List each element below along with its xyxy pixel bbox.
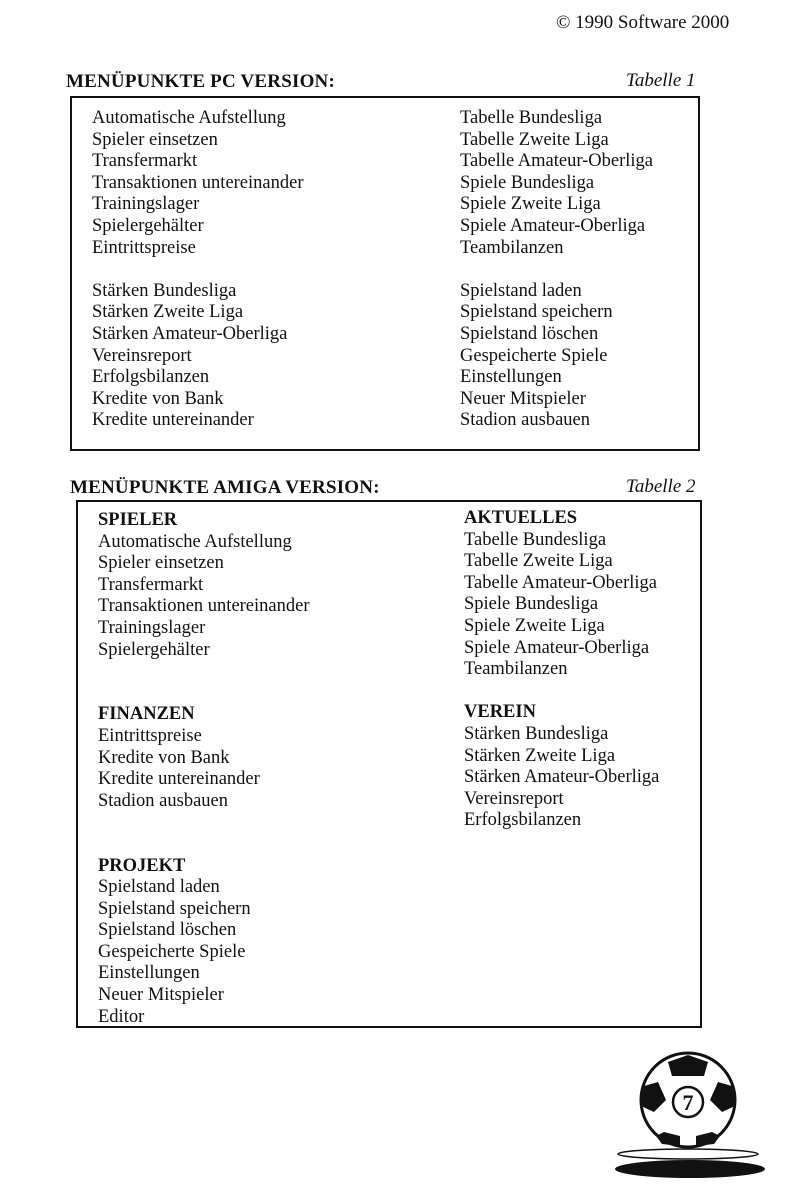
- menu-item: Tabelle Bundesliga: [464, 529, 607, 550]
- menu-item: Vereinsreport: [464, 788, 564, 809]
- menu-item: Spiele Zweite Liga: [460, 194, 601, 215]
- menu-item: Spieler einsetzen: [92, 129, 218, 150]
- menu-item: Transaktionen untereinander: [98, 596, 310, 617]
- menu-item: Spielstand laden: [460, 280, 582, 301]
- pc-left-group-1: [92, 108, 304, 259]
- group-heading-aktuelles: AKTUELLES: [464, 508, 578, 528]
- menu-item: Spiele Bundesliga: [464, 594, 599, 615]
- amiga-menu-table: [76, 500, 702, 1028]
- menu-item: Transaktionen untereinander: [92, 172, 304, 193]
- menu-item: Teambilanzen: [460, 237, 564, 258]
- menu-item: Editor: [98, 1006, 145, 1027]
- menu-item: Neuer Mitspieler: [460, 388, 586, 409]
- menu-item: Automatische Aufstellung: [92, 108, 286, 128]
- menu-item: Gespeicherte Spiele: [460, 345, 608, 366]
- football-icon: [608, 1048, 768, 1178]
- menu-item: Stärken Amateur-Oberliga: [464, 767, 660, 788]
- menu-item: Stärken Bundesliga: [464, 723, 609, 744]
- menu-item: Vereinsreport: [92, 345, 192, 366]
- menu-item: Neuer Mitspieler: [98, 985, 224, 1006]
- menu-item: Spielstand löschen: [98, 920, 237, 941]
- menu-item: Spiele Amateur-Oberliga: [464, 637, 650, 658]
- menu-item: Stärken Bundesliga: [92, 280, 237, 301]
- pc-section-title: MENÜPUNKTE PC VERSION:: [66, 71, 336, 92]
- group-heading-verein: VEREIN: [464, 702, 536, 723]
- group-verein-items: [464, 724, 659, 832]
- menu-item: Teambilanzen: [464, 659, 568, 680]
- menu-item: Stärken Zweite Liga: [92, 302, 244, 323]
- menu-item: Transfermarkt: [92, 151, 198, 172]
- menu-item: Stadion ausbauen: [98, 790, 228, 811]
- menu-item: Kredite von Bank: [98, 747, 230, 768]
- amiga-table-label: Tabelle 2: [626, 476, 696, 497]
- menu-item: Erfolgsbilanzen: [92, 367, 210, 388]
- page-number: 7: [682, 1090, 694, 1115]
- menu-item: Gespeicherte Spiele: [98, 941, 246, 962]
- menu-item: Stärken Amateur-Oberliga: [92, 323, 288, 344]
- menu-item: Spielergehälter: [92, 215, 204, 236]
- menu-item: Kredite von Bank: [92, 388, 224, 409]
- amiga-section-title: MENÜPUNKTE AMIGA VERSION:: [70, 477, 380, 498]
- group-heading-spieler: SPIELER: [98, 510, 178, 530]
- group-finanzen-items: [98, 726, 310, 812]
- group-spieler-items: [98, 532, 310, 662]
- menu-item: Kredite untereinander: [92, 410, 254, 431]
- menu-item: Eintrittspreise: [92, 237, 196, 258]
- menu-item: Spielstand löschen: [460, 323, 599, 344]
- pc-menu-table: [70, 96, 700, 451]
- menu-item: Trainingslager: [98, 617, 206, 638]
- menu-item: Spieler einsetzen: [98, 553, 224, 574]
- menu-item: Erfolgsbilanzen: [464, 810, 582, 831]
- menu-item: Spiele Amateur-Oberliga: [460, 215, 646, 236]
- group-heading-finanzen: FINANZEN: [98, 704, 195, 725]
- menu-item: Tabelle Zweite Liga: [460, 129, 609, 150]
- pc-table-label: Tabelle 1: [626, 70, 696, 91]
- menu-item: Spiele Bundesliga: [460, 172, 595, 193]
- amiga-left-column: [98, 510, 310, 1028]
- menu-item: Spiele Zweite Liga: [464, 615, 605, 636]
- menu-item: Einstellungen: [98, 963, 200, 984]
- menu-item: Spielergehälter: [98, 639, 210, 660]
- menu-item: Tabelle Amateur-Oberliga: [460, 151, 654, 172]
- menu-item: Tabelle Bundesliga: [460, 108, 603, 128]
- menu-item: Stärken Zweite Liga: [464, 745, 616, 766]
- group-heading-projekt: PROJEKT: [98, 855, 186, 876]
- menu-item: Tabelle Zweite Liga: [464, 551, 613, 572]
- menu-item: Kredite untereinander: [98, 769, 260, 790]
- menu-item: Spielstand speichern: [98, 898, 251, 919]
- copyright-text: © 1990 Software 2000: [556, 12, 730, 33]
- menu-item: Spielstand speichern: [460, 302, 613, 323]
- pc-left-group-2: [92, 281, 304, 432]
- amiga-right-column: [464, 508, 659, 832]
- group-aktuelles-items: [464, 530, 659, 681]
- menu-item: Transfermarkt: [98, 574, 204, 595]
- menu-item: Einstellungen: [460, 367, 562, 388]
- menu-item: Trainingslager: [92, 194, 200, 215]
- pc-right-group-2: [460, 281, 653, 432]
- menu-item: Automatische Aufstellung: [98, 531, 292, 552]
- pc-left-column: [92, 108, 304, 432]
- pc-right-group-1: [460, 108, 653, 259]
- menu-item: Eintrittspreise: [98, 725, 202, 746]
- menu-item: Spielstand laden: [98, 877, 220, 898]
- pc-right-column: [460, 108, 653, 432]
- menu-item: Tabelle Amateur-Oberliga: [464, 572, 658, 593]
- menu-item: Stadion ausbauen: [460, 410, 590, 431]
- group-projekt-items: [98, 877, 310, 1028]
